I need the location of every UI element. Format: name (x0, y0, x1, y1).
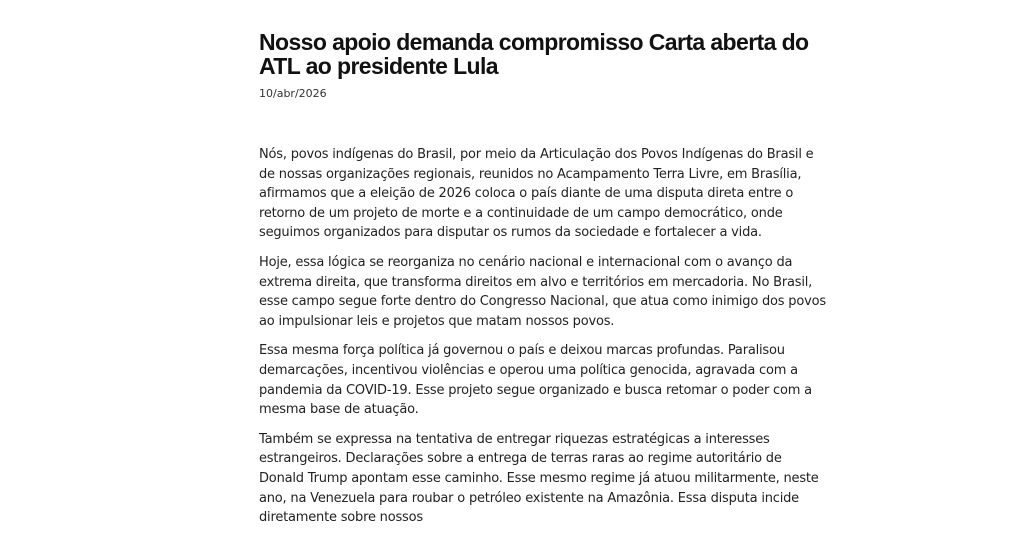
article-body (259, 145, 829, 528)
paragraph-3: Essa mesma força política já governou o país e deixou marcas profundas. Paralisou demarcações, incentivou violências e operou uma política genocida, agravada com a pandemia da COVID-19. Esse projeto segue organizado e busca retomar o poder com a mesma base de atuação. (259, 343, 812, 418)
article (259, 30, 829, 538)
paragraph-1: Nós, povos indígenas do Brasil, por meio da Articulação dos Povos Indígenas do Brasil e de nossas organizações regionais, reunidos no Acampamento Terra Livre, em Brasília, afirmamos que a eleição de 2026 coloca o país diante de uma disputa direta entre o retorno de um projeto de morte e a continuidade de um campo democrático, onde seguimos organizados para disputar os rumos da sociedade e fortalecer a vida. (259, 147, 814, 241)
paragraph-2: Hoje, essa lógica se reorganiza no cenário nacional e internacional com o avanço da extrema direita, que transforma direitos em alvo e territórios em mercadoria. No Brasil, esse campo segue forte dentro do Congresso Nacional, que atua como inimigo dos povos ao impulsionar leis e projetos que matam nossos povos. (259, 254, 826, 329)
article-date: 10/abr/2026 (259, 87, 327, 100)
article-title: Nosso apoio demanda compromisso Carta aberta do ATL ao presidente Lula (259, 29, 809, 79)
paragraph-4: Também se expressa na tentativa de entregar riquezas estratégicas a interesses estrangeiros. Declarações sobre a entrega de terras raras ao regime autoritário de Donald Trump apontam esse caminho. Esse mesmo regime já atuou militarmente, neste ano, na Venezuela para roubar o petróleo existente na Amazônia. Essa disputa incide diretamente sobre nossos (259, 431, 819, 526)
